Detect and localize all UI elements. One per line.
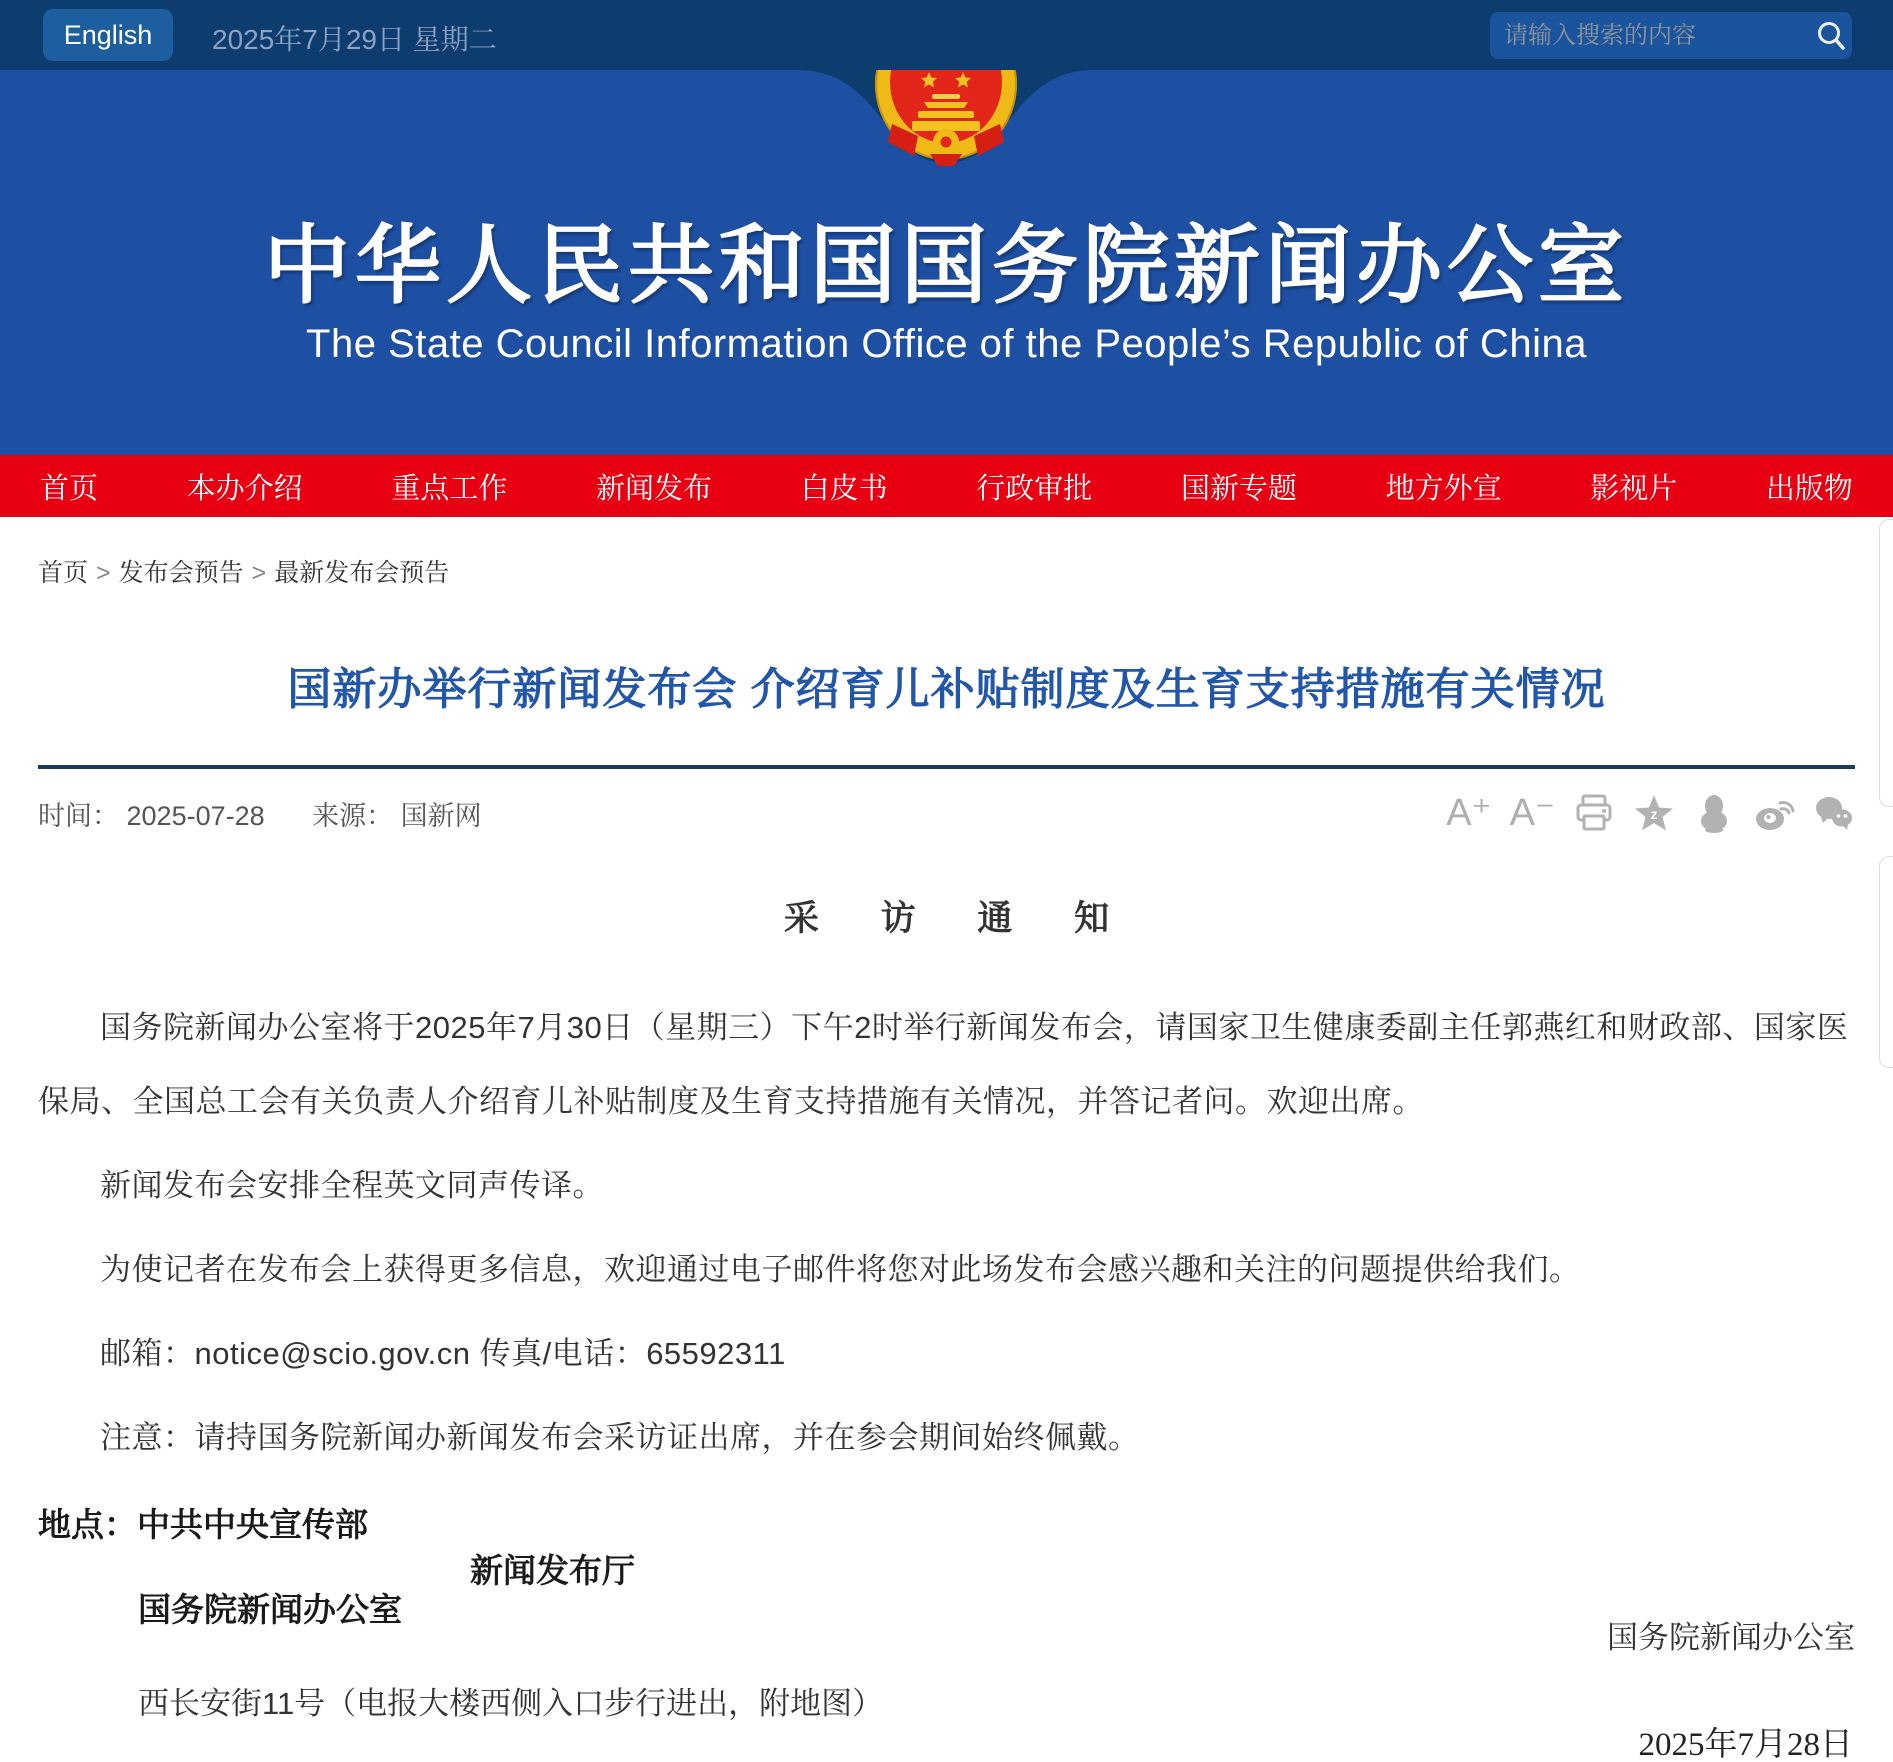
notice-heading: 采 访 通 知 [783, 899, 1136, 938]
breadcrumb [0, 517, 1893, 589]
signature-organization: 国务院新闻办公室 [1607, 1620, 1855, 1655]
site-title: 中华人民共和国国务院新闻办公室 [264, 218, 1629, 314]
qq-share-icon[interactable] [1693, 792, 1735, 834]
search-box[interactable] [1490, 12, 1852, 59]
nav-item-white-papers[interactable]: 白皮书 [800, 472, 888, 505]
article [0, 653, 1893, 1723]
location-block [38, 1499, 1855, 1723]
time-label: 时间： [38, 800, 119, 831]
font-decrease-button[interactable]: A⁻ [1509, 792, 1555, 834]
paragraph-interpretation: 新闻发布会安排全程英文同声传译。 [100, 1168, 604, 1203]
location-label: 地点： [38, 1506, 137, 1543]
nav-item-about[interactable]: 本办介绍 [186, 472, 303, 505]
nav-item-special-topics[interactable]: 国新专题 [1180, 472, 1297, 505]
breadcrumb-separator: > [251, 559, 267, 587]
top-bar [0, 0, 1893, 70]
nav-item-local-publicity[interactable]: 地方外宣 [1385, 472, 1502, 505]
location-line2: 国务院新闻办公室 [138, 1591, 402, 1628]
main-navigation [0, 455, 1893, 517]
english-language-button[interactable]: English [43, 9, 173, 61]
site-banner [0, 70, 1893, 455]
breadcrumb-briefing-previews[interactable]: 发布会预告 [118, 559, 244, 587]
article-title: 国新办举行新闻发布会 介绍育儿补贴制度及生育支持措施有关情况 [287, 665, 1606, 714]
location-line1: 中共中央宣传部 [137, 1506, 368, 1543]
paragraph-email-invitation: 为使记者在发布会上获得更多信息，欢迎通过电子邮件将您对此场发布会感兴趣和关注的问题提供给我们。 [100, 1252, 1581, 1287]
font-increase-button[interactable]: A⁺ [1446, 792, 1492, 834]
nav-item-administrative-approval[interactable]: 行政审批 [976, 472, 1093, 505]
nav-item-press-releases[interactable]: 新闻发布 [595, 472, 712, 505]
right-edge-widget[interactable] [1879, 856, 1893, 1068]
article-body [38, 991, 1855, 1475]
breadcrumb-latest-briefing-previews[interactable]: 最新发布会预告 [274, 559, 450, 587]
source-value[interactable]: 国新网 [400, 800, 482, 831]
wechat-share-icon[interactable] [1813, 792, 1855, 834]
article-meta-row [38, 791, 1855, 835]
location-hall: 新闻发布厅 [470, 1552, 635, 1589]
print-icon[interactable] [1573, 792, 1615, 834]
source-label: 来源： [312, 800, 394, 831]
location-address: 西长安街11号（电报大楼西侧入口步行进出，附地图） [138, 1686, 884, 1721]
breadcrumb-separator: > [96, 559, 111, 587]
nav-item-publications[interactable]: 出版物 [1765, 472, 1853, 505]
article-meta [38, 794, 482, 833]
title-divider [38, 765, 1855, 769]
right-edge-widget[interactable] [1879, 519, 1893, 807]
current-date: 2025年7月29日 星期二 [212, 24, 497, 55]
search-icon[interactable] [1814, 19, 1848, 53]
svg-text:z: z [1650, 806, 1658, 822]
qzone-share-icon[interactable] [1633, 792, 1675, 834]
paragraph-contact-info: 邮箱：notice@scio.gov.cn 传真/电话：65592311 [100, 1336, 786, 1371]
paragraph-briefing-announcement: 国务院新闻办公室将于2025年7月30日（星期三）下午2时举行新闻发布会，请国家卫生健康委副主任郭燕红和财政部、国家医保局、全国总工会有关负责人介绍育儿补贴制度及生育支持措施有关情况，并答记者问。欢迎出席。 [38, 1010, 1849, 1119]
nav-item-films[interactable]: 影视片 [1590, 472, 1678, 505]
site-subtitle-english: The State Council Information Office of the People’s Republic of China [306, 322, 1587, 366]
nav-item-key-work[interactable]: 重点工作 [391, 472, 508, 505]
signature-date: 2025年7月28日 [1638, 1727, 1853, 1762]
article-toolbar [1446, 792, 1855, 834]
publish-time: 2025-07-28 [126, 800, 265, 831]
search-input[interactable] [1504, 22, 1814, 50]
nav-item-home[interactable]: 首页 [40, 472, 99, 505]
weibo-share-icon[interactable] [1753, 792, 1795, 834]
paragraph-badge-notice: 注意：请持国务院新闻办新闻发布会采访证出席，并在参会期间始终佩戴。 [100, 1420, 1140, 1455]
breadcrumb-home[interactable]: 首页 [38, 559, 89, 587]
